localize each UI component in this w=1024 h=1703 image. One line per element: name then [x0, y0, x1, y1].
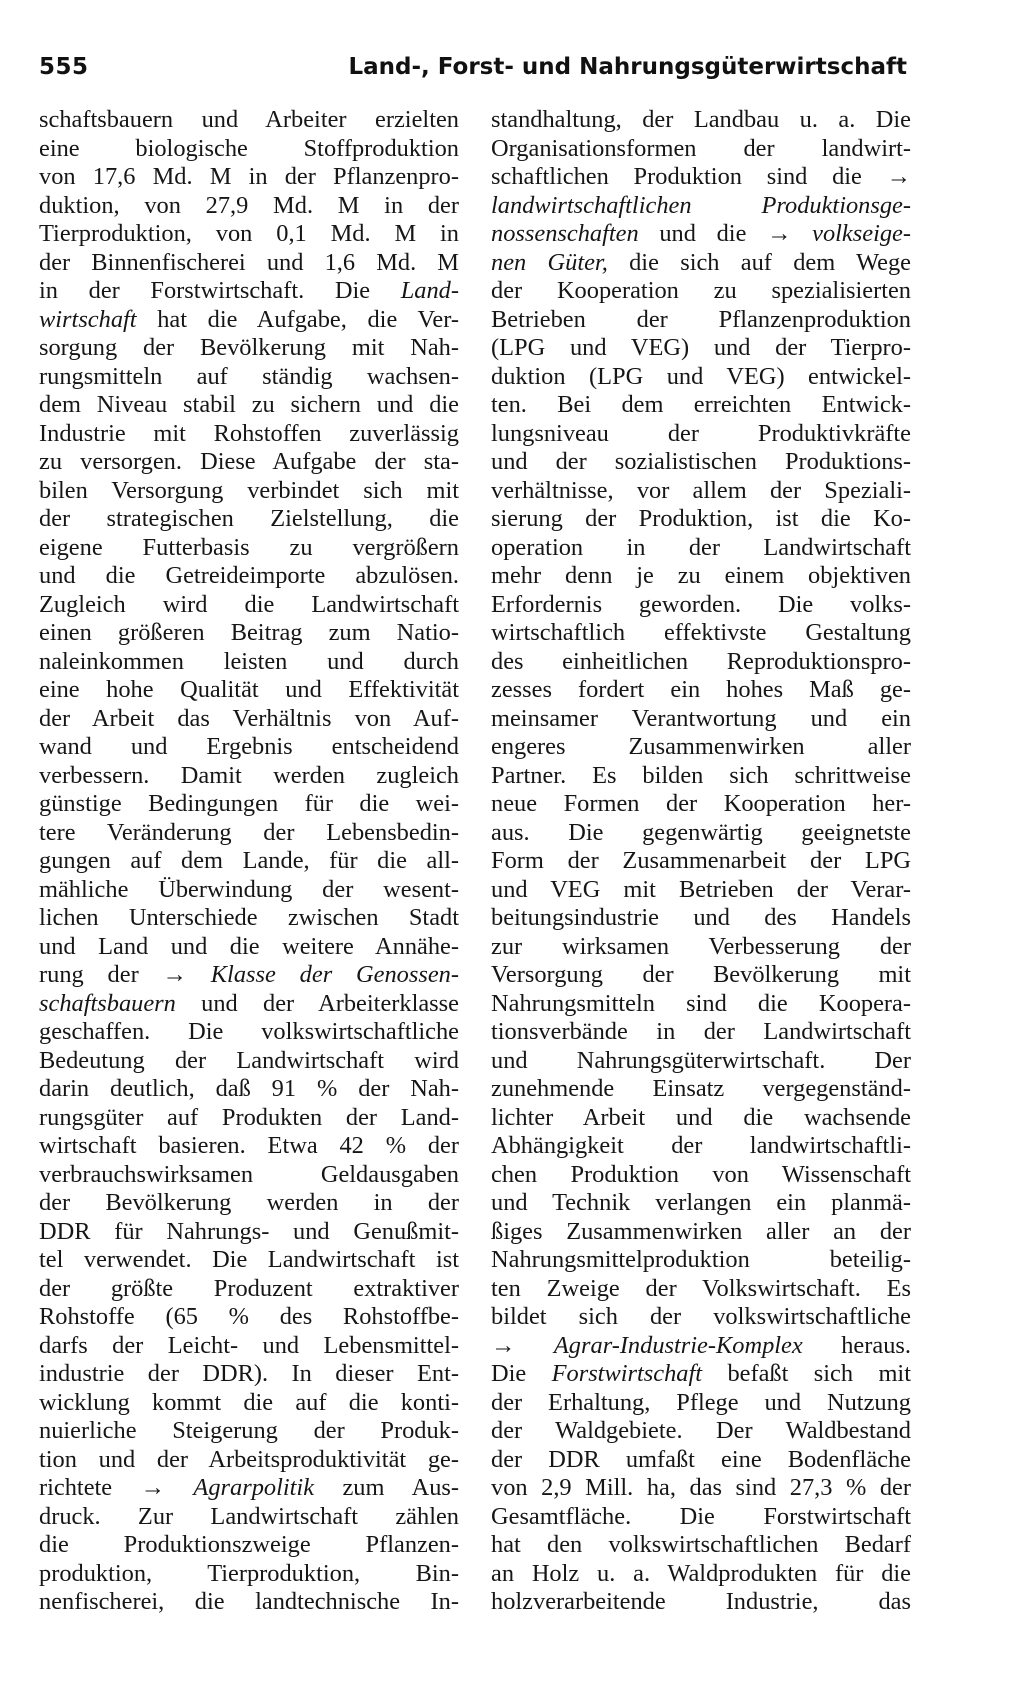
text-line: [39, 1360, 459, 1389]
text-run: wirtschaftlich effektivste Gestaltung: [491, 619, 911, 646]
text-run: an Holz u. a. Waldprodukten für die: [491, 1559, 911, 1587]
text-line: [39, 192, 459, 221]
text-line: [491, 1132, 911, 1161]
text-line: [491, 705, 911, 734]
text-run: rungsgüter auf Produkten der Land-: [39, 1103, 459, 1131]
text-line: [491, 762, 911, 791]
text-run: Nahrungsmittelproduktion beteilig-: [491, 1246, 911, 1273]
text-line: [39, 1531, 459, 1560]
text-line: [491, 819, 911, 848]
text-run: darin deutlich, daß 91 % der Nah-: [39, 1075, 459, 1102]
italic-term: landwirtschaftlichen Produktionsge-: [491, 191, 911, 219]
text-line: [39, 135, 459, 164]
text-run: lichen Unterschiede zwischen Stadt: [39, 904, 459, 931]
italic-term: nen Güter,: [491, 248, 608, 276]
text-run: lichter Arbeit und die wachsende: [491, 1103, 911, 1131]
text-run: und der Arbeiterklasse: [175, 989, 459, 1017]
text-run: zunehmende Einsatz vergegenständ-: [491, 1075, 911, 1102]
text-run: druck. Zur Landwirtschaft zählen: [39, 1502, 459, 1530]
text-run: eine biologische Stoffproduktion: [39, 134, 459, 162]
text-line: [39, 1303, 459, 1332]
text-line: [491, 135, 911, 164]
text-run: tion und der Arbeitsproduktivität ge-: [39, 1445, 459, 1473]
text-run: Versorgung der Bevölkerung mit: [491, 961, 911, 988]
text-run: zum Aus-: [314, 1474, 459, 1501]
text-run: zesses fordert ein hohes Maß ge-: [491, 676, 911, 703]
text-line: [39, 847, 459, 876]
text-line: [39, 562, 459, 591]
text-line: [39, 591, 459, 620]
text-line: [491, 249, 911, 278]
text-run: Industrie mit Rohstoffen zuverlässig: [39, 419, 459, 447]
text-run: schaftlichen Produktion sind die →: [491, 163, 911, 190]
text-line: [39, 106, 459, 135]
italic-term: wirtschaft: [39, 305, 137, 333]
text-line: [491, 163, 911, 192]
text-run: duktion, von 27,9 Md. M in der: [39, 191, 459, 219]
italic-term: Land-: [400, 277, 459, 304]
text-line: [39, 1075, 459, 1104]
page-header: [39, 50, 907, 90]
text-line: [491, 562, 911, 591]
text-line: [39, 819, 459, 848]
text-run: mähliche Überwindung der wesent-: [39, 875, 459, 903]
text-run: nenfischerei, die landtechnische In-: [39, 1588, 459, 1615]
text-run: mehr denn je zu einem objektiven: [491, 562, 911, 589]
text-run: verbessern. Damit werden zugleich: [39, 761, 459, 789]
text-line: [491, 1218, 911, 1247]
text-run: der strategischen Zielstellung, die: [39, 505, 459, 532]
text-run: der DDR umfaßt eine Bodenfläche: [491, 1445, 911, 1473]
text-line: [39, 220, 459, 249]
text-line: [491, 876, 911, 905]
text-line: [39, 762, 459, 791]
italic-term: schaftsbauern: [39, 989, 176, 1017]
text-line: [491, 448, 911, 477]
text-column-left: [39, 106, 459, 1617]
text-line: [39, 1275, 459, 1304]
text-line: [39, 1474, 459, 1503]
text-line: [39, 619, 459, 648]
text-run: richtete →: [39, 1474, 194, 1501]
text-run: standhaltung, der Landbau u. a. Die: [491, 106, 911, 133]
text-line: [39, 505, 459, 534]
text-run: bildet sich der volkswirtschaftliche: [491, 1303, 911, 1330]
text-run: Form der Zusammenarbeit der LPG: [491, 847, 911, 874]
text-run: Nahrungsmitteln sind die Koopera-: [491, 989, 911, 1017]
text-run: einen größeren Beitrag zum Natio-: [39, 619, 459, 646]
text-run: ßiges Zusammenwirken aller an der: [491, 1217, 911, 1245]
text-run: dem Niveau stabil zu sichern und die: [39, 391, 459, 418]
text-line: [491, 904, 911, 933]
text-line: [491, 619, 911, 648]
text-line: [39, 933, 459, 962]
text-run: holzverarbeitende Industrie, das: [491, 1588, 911, 1615]
text-line: [491, 1560, 911, 1589]
text-run: beitungsindustrie und des Handels: [491, 904, 911, 931]
text-line: [39, 961, 459, 990]
text-run: darfs der Leicht- und Lebensmittel-: [39, 1331, 459, 1359]
text-line: [491, 591, 911, 620]
text-run: Tierproduktion, von 0,1 Md. M in: [39, 220, 459, 247]
text-line: [491, 1075, 911, 1104]
text-run: eine hohe Qualität und Effektivität: [39, 676, 459, 703]
text-line: [491, 1446, 911, 1475]
text-run: ten. Bei dem erreichten Entwick-: [491, 391, 911, 418]
text-line: [39, 990, 459, 1019]
text-line: [491, 1417, 911, 1446]
italic-term: volkseige-: [812, 220, 911, 247]
text-line: [491, 192, 911, 221]
text-run: von 2,9 Mill. ha, das sind 27,3 % der: [491, 1474, 911, 1501]
text-line: [39, 391, 459, 420]
text-run: in der Forstwirtschaft. Die: [39, 277, 401, 304]
text-line: [39, 1161, 459, 1190]
text-line: [491, 1503, 911, 1532]
text-run: tel verwendet. Die Landwirtschaft ist: [39, 1246, 459, 1273]
text-run: der Waldgebiete. Der Waldbestand: [491, 1417, 911, 1444]
text-run: rungsmitteln auf ständig wachsen-: [39, 362, 459, 390]
text-run: Bedeutung der Landwirtschaft wird: [39, 1046, 459, 1074]
text-line: [39, 477, 459, 506]
text-run: die Produktionszweige Pflanzen-: [39, 1531, 459, 1558]
text-line: [491, 534, 911, 563]
text-line: [39, 1218, 459, 1247]
text-run: der Bevölkerung werden in der: [39, 1189, 459, 1216]
text-line: [39, 1104, 459, 1133]
text-line: [491, 505, 911, 534]
text-run: meinsamer Verantwortung und ein: [491, 704, 911, 732]
text-run: chen Produktion von Wissenschaft: [491, 1160, 911, 1188]
text-run: sorgung der Bevölkerung mit Nah-: [39, 334, 459, 361]
text-run: Betrieben der Pflanzenproduktion: [491, 305, 911, 333]
text-run: Abhängigkeit der landwirtschaftli-: [491, 1132, 911, 1159]
text-line: [491, 990, 911, 1019]
text-line: [39, 1332, 459, 1361]
text-line: [491, 277, 911, 306]
text-run: hat den volkswirtschaftlichen Bedarf: [491, 1531, 911, 1558]
text-run: eigene Futterbasis zu vergrößern: [39, 533, 459, 561]
running-title: Land-, Forst- und Nahrungsgüterwirtschaft: [348, 54, 907, 80]
text-line: [491, 220, 911, 249]
text-line: [491, 1189, 911, 1218]
text-run: →: [491, 1331, 554, 1359]
text-run: wirtschaft basieren. Etwa 42 % der: [39, 1132, 459, 1159]
text-run: bilen Versorgung verbindet sich mit: [39, 476, 459, 504]
text-line: [491, 363, 911, 392]
text-run: der Erhaltung, Pflege und Nutzung: [491, 1388, 911, 1416]
text-run: Erfordernis geworden. Die volks-: [491, 590, 911, 618]
text-line: [491, 648, 911, 677]
text-run: Partner. Es bilden sich schrittweise: [491, 761, 911, 789]
text-run: Rohstoffe (65 % des Rohstoffbe-: [39, 1303, 459, 1330]
text-line: [39, 534, 459, 563]
text-line: [491, 1303, 911, 1332]
text-line: [39, 277, 459, 306]
text-run: heraus.: [802, 1331, 911, 1359]
text-run: der Binnenfischerei und 1,6 Md. M: [39, 248, 459, 276]
text-run: und die Getreideimporte abzulösen.: [39, 562, 459, 589]
text-line: [39, 420, 459, 449]
italic-term: nossenschaften: [491, 220, 639, 247]
text-run: Gesamtfläche. Die Forstwirtschaft: [491, 1502, 911, 1530]
text-line: [39, 1446, 459, 1475]
text-run: und die →: [638, 220, 813, 247]
text-line: [39, 249, 459, 278]
text-line: [491, 1531, 911, 1560]
text-run: ten Zweige der Volkswirtschaft. Es: [491, 1274, 911, 1302]
text-line: [491, 1275, 911, 1304]
text-line: [491, 676, 911, 705]
text-run: und Nahrungsgüterwirtschaft. Der: [491, 1046, 911, 1074]
text-line: [491, 790, 911, 819]
text-line: [491, 306, 911, 335]
text-run: zu versorgen. Diese Aufgabe der sta-: [39, 448, 459, 475]
text-run: Die: [491, 1360, 552, 1387]
text-line: [491, 1246, 911, 1275]
text-line: [491, 733, 911, 762]
text-line: [491, 933, 911, 962]
text-run: naleinkommen leisten und durch: [39, 647, 459, 675]
italic-term: Forstwirtschaft: [551, 1360, 703, 1387]
text-line: [39, 1389, 459, 1418]
text-line: [39, 1588, 459, 1617]
text-line: [39, 163, 459, 192]
text-line: [491, 1161, 911, 1190]
text-run: schaftsbauern und Arbeiter erzielten: [39, 106, 459, 133]
text-line: [39, 904, 459, 933]
text-line: [491, 1018, 911, 1047]
text-line: [39, 733, 459, 762]
text-run: und Land und die weitere Annähe-: [39, 932, 459, 960]
text-line: [39, 1246, 459, 1275]
text-line: [491, 1104, 911, 1133]
italic-term: Agrarpolitik: [193, 1474, 315, 1501]
text-column-right: [491, 106, 911, 1617]
text-line: [39, 876, 459, 905]
text-run: neue Formen der Kooperation her-: [491, 790, 911, 817]
text-run: geschaffen. Die volkswirtschaftliche: [39, 1018, 459, 1045]
text-run: aus. Die gegenwärtig geeignetste: [491, 818, 911, 846]
text-line: [39, 1132, 459, 1161]
italic-term: Agrar-Industrie-Komplex: [553, 1331, 803, 1359]
text-run: günstige Bedingungen für die wei-: [39, 790, 459, 817]
text-line: [491, 1332, 911, 1361]
text-run: hat die Aufgabe, die Ver-: [136, 305, 459, 333]
text-run: operation in der Landwirtschaft: [491, 533, 911, 561]
text-run: der Arbeit das Verhältnis von Auf-: [39, 704, 459, 732]
text-line: [39, 648, 459, 677]
text-run: gungen auf dem Lande, für die all-: [39, 847, 459, 874]
text-run: sierung der Produktion, ist die Ko-: [491, 505, 911, 532]
text-line: [491, 1588, 911, 1617]
text-line: [491, 391, 911, 420]
text-run: lungsniveau der Produktivkräfte: [491, 419, 911, 447]
text-run: duktion (LPG und VEG) entwickel-: [491, 362, 911, 390]
text-run: rung der →: [39, 961, 211, 988]
text-run: der größte Produzent extraktiver: [39, 1274, 459, 1302]
text-run: engeres Zusammenwirken aller: [491, 733, 911, 760]
text-run: produktion, Tierproduktion, Bin-: [39, 1559, 459, 1587]
text-line: [491, 477, 911, 506]
text-run: des einheitlichen Reproduktionspro-: [491, 647, 911, 675]
text-run: tere Veränderung der Lebensbedin-: [39, 818, 459, 846]
text-line: [491, 106, 911, 135]
text-line: [39, 705, 459, 734]
text-run: die sich auf dem Wege: [607, 248, 911, 276]
text-line: [39, 334, 459, 363]
text-line: [491, 334, 911, 363]
text-line: [39, 306, 459, 335]
text-run: zur wirksamen Verbesserung der: [491, 932, 911, 960]
text-line: [39, 1189, 459, 1218]
text-line: [491, 1047, 911, 1076]
text-line: [491, 847, 911, 876]
text-run: industrie der DDR). In dieser Ent-: [39, 1360, 459, 1387]
text-run: befaßt sich mit: [702, 1360, 911, 1387]
page-number: 555: [39, 54, 89, 80]
text-line: [39, 363, 459, 392]
text-line: [39, 1417, 459, 1446]
text-run: und VEG mit Betrieben der Verar-: [491, 875, 911, 903]
text-run: wicklung kommt die auf die konti-: [39, 1388, 459, 1416]
text-line: [491, 1389, 911, 1418]
text-run: und Technik verlangen ein planmä-: [491, 1189, 911, 1216]
text-run: nuierliche Steigerung der Produk-: [39, 1417, 459, 1444]
text-line: [491, 1474, 911, 1503]
text-run: verbrauchswirksamen Geldausgaben: [39, 1160, 459, 1188]
text-line: [39, 676, 459, 705]
text-run: Organisationsformen der landwirt-: [491, 134, 911, 162]
text-run: von 17,6 Md. M in der Pflanzenpro-: [39, 163, 459, 190]
text-run: der Kooperation zu spezialisierten: [491, 277, 911, 304]
text-line: [39, 1560, 459, 1589]
text-line: [39, 1018, 459, 1047]
text-run: DDR für Nahrungs- und Genußmit-: [39, 1217, 459, 1245]
text-run: Zugleich wird die Landwirtschaft: [39, 590, 459, 618]
text-line: [39, 1503, 459, 1532]
text-run: (LPG und VEG) und der Tierpro-: [491, 334, 911, 361]
text-line: [491, 961, 911, 990]
text-line: [491, 1360, 911, 1389]
text-run: wand und Ergebnis entscheidend: [39, 733, 459, 760]
text-line: [491, 420, 911, 449]
text-line: [39, 448, 459, 477]
text-run: tionsverbände in der Landwirtschaft: [491, 1018, 911, 1045]
italic-term: Klasse der Genossen-: [210, 961, 459, 988]
text-line: [39, 790, 459, 819]
text-run: und der sozialistischen Produktions-: [491, 448, 911, 475]
text-line: [39, 1047, 459, 1076]
text-run: verhältnisse, vor allem der Speziali-: [491, 476, 911, 504]
